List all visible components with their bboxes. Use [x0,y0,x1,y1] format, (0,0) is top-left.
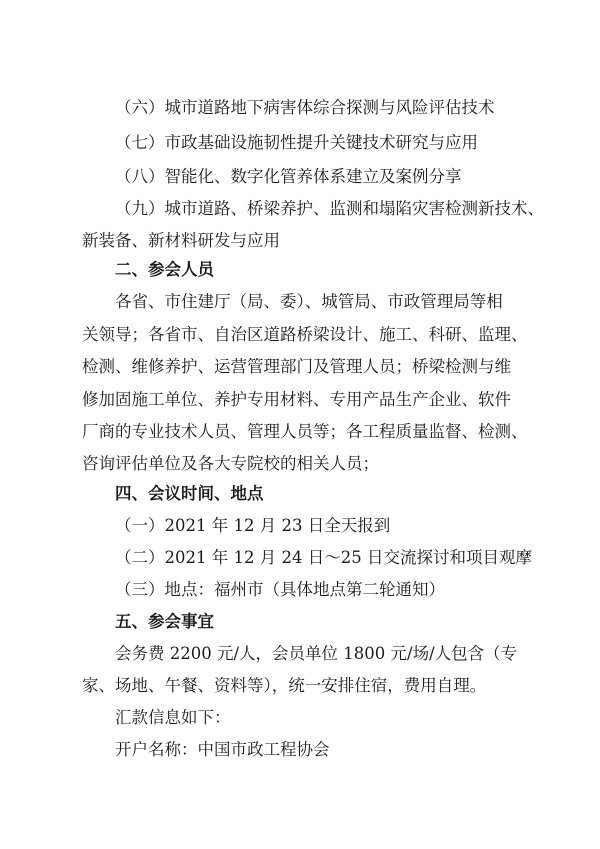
topic-9: （九）城市道路、桥梁养护、监测和塌陷灾害检测新技术、 [115,199,544,218]
topic-9-cont: 新装备、新材料研发与应用 [82,231,280,250]
attendees-line-5: 厂商的专业技术人员、管理人员等；各工程质量监督、检测、 [82,422,528,441]
section-heading-registration: 五、参会事宜 [115,612,214,631]
section-heading-attendees: 二、参会人员 [115,260,214,279]
section-heading-time-place: 四、会议时间、地点 [115,484,264,503]
attendees-line-2: 关领导；各省市、自治区道路桥梁设计、施工、科研、监理、 [82,325,528,344]
fee-line-2: 家、场地、午餐、资料等），统一安排住宿，费用自理。 [82,676,487,695]
attendees-line-6: 咨询评估单位及各大专院校的相关人员； [82,454,379,473]
attendees-line-4: 修加固施工单位、养护专用材料、专用产品生产企业、软件 [82,390,511,409]
fee-line-1: 会务费 2200 元/人，会员单位 1800 元/场/人包含（专 [115,644,518,663]
schedule-item-1: （一）2021 年 12 月 23 日全天报到 [115,516,391,535]
topic-7: （七）市政基础设施韧性提升关键技术研究与应用 [115,133,478,152]
schedule-item-3: （三）地点：福州市（具体地点第二轮通知） [115,580,445,599]
schedule-item-2: （二）2021 年 12 月 24 日～25 日交流探讨和项目观摩 [115,548,532,567]
topic-6: （六）城市道路地下病害体综合探测与风险评估技术 [115,98,495,117]
attendees-line-3: 检测、维修养护、运营管理部门及管理人员；桥梁检测与维 [82,357,511,376]
topic-8: （八）智能化、数字化管养体系建立及案例分享 [115,167,462,186]
account-name: 开户名称：中国市政工程协会 [115,740,330,759]
remit-intro: 汇款信息如下： [115,708,231,727]
attendees-line-1: 各省、市住建厅（局、委）、城管局、市政管理局等相 [115,292,503,311]
